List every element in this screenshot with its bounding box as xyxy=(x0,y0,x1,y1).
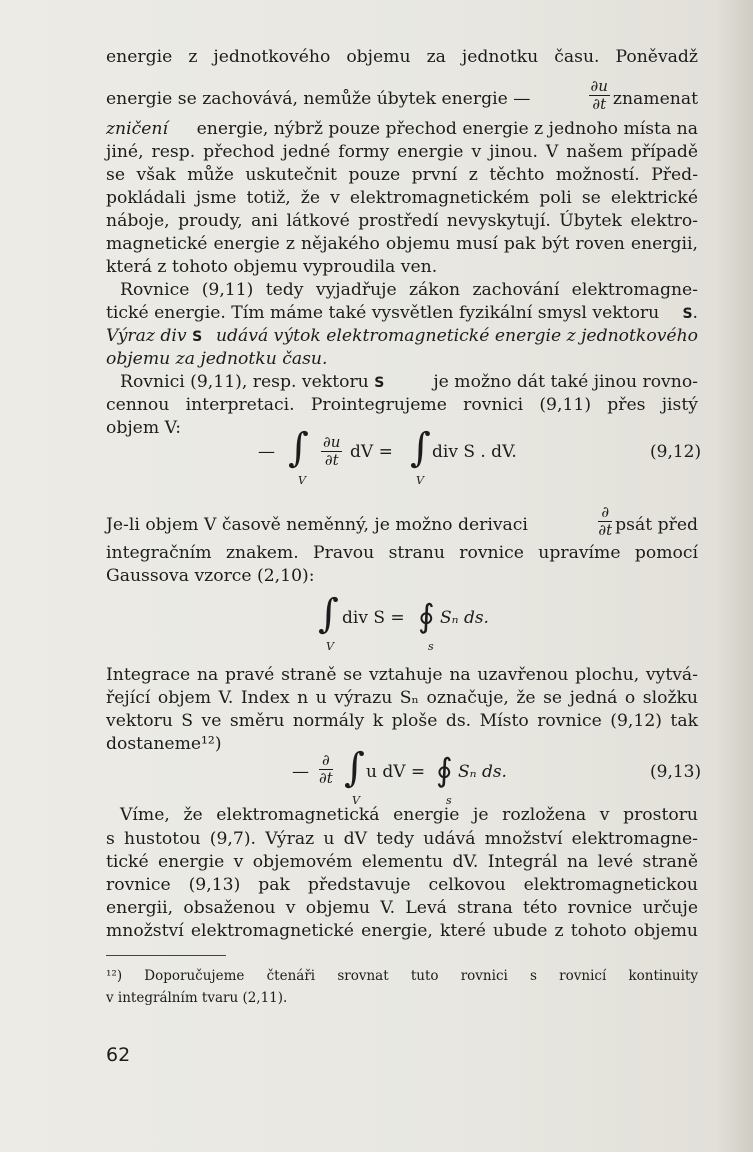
equation-text: Sₙ ds. xyxy=(440,608,489,628)
text-line: energii, obsaženou v objemu V. Levá strana této rovnice určuje xyxy=(106,898,698,918)
vector-symbol: S xyxy=(192,329,203,345)
text-line: pokládali jsme totiž, že v elektromagnetickém poli se elektrické xyxy=(106,188,698,208)
integral-limit: V xyxy=(298,474,306,487)
text-line: se však může uskutečnit pouze první z těchto možností. Před- xyxy=(106,165,698,185)
integral-sign: ∫ xyxy=(344,745,365,791)
text-line: vektoru S ve směru normály k ploše ds. Místo rovnice (9,12) tak xyxy=(106,711,698,731)
integral-limit: s xyxy=(446,794,452,807)
text-segment: energie, nýbrž pouze přechod energie z jednoho místa na xyxy=(196,119,698,139)
contour-integral-sign: ∮ xyxy=(436,751,453,789)
fraction-denominator: ∂t xyxy=(592,95,607,113)
footnote-line: v integrálním tvaru (2,11). xyxy=(106,990,288,1006)
text-segment: energie se zachovává, nemůže úbytek energie — xyxy=(106,88,531,109)
footnote-line: ¹²) Doporučujeme čtenáři srovnat tuto rovnici s rovnicí kontinuity xyxy=(106,968,698,984)
text-line: jiné, resp. přechod jedné formy energie v jinou. V našem případě xyxy=(106,142,698,162)
text-line: Integrace na pravé straně se vztahuje na uzavřenou plochu, vytvá- xyxy=(106,665,698,685)
text-line: rovnice (9,13) pak představuje celkovou elektromagnetickou xyxy=(106,875,698,895)
text-segment: udává výtok elektromagnetické energie z jednotkového xyxy=(215,326,698,346)
equation-text: u dV = xyxy=(366,762,426,782)
text-line xyxy=(120,371,698,394)
integral-limit: V xyxy=(326,640,334,653)
contour-integral-sign: ∮ xyxy=(418,597,435,635)
fraction xyxy=(598,504,612,539)
fraction-denominator: ∂t xyxy=(319,769,333,787)
integral-limit: V xyxy=(416,474,424,487)
equation-text: dV = xyxy=(350,442,393,462)
fraction xyxy=(319,752,333,787)
text-line: množství elektromagnetické energie, které ubude z tohoto objemu xyxy=(106,921,698,941)
text-line: s hustotou (9,7). Výraz u dV tedy udává množství elektromagne- xyxy=(106,829,698,849)
text-line: energie z jednotkového objemu za jednotku času. Poněvadž xyxy=(106,47,698,67)
fraction-numerator: ∂u xyxy=(590,77,608,95)
vector-symbol: S xyxy=(374,375,385,391)
text-line xyxy=(106,325,698,348)
text-line xyxy=(106,118,698,140)
integral-sign: ∫ xyxy=(318,591,339,637)
text-segment: tické energie. Tím máme také vysvětlen fyzikální smysl vektoru xyxy=(106,303,660,323)
text-line: integračním znakem. Pravou stranu rovnice upravíme pomocí xyxy=(106,543,698,563)
text-line xyxy=(106,503,698,539)
text-line: objemu za jednotku času. xyxy=(106,349,328,369)
text-line: objem V: xyxy=(106,418,182,438)
fraction-numerator: ∂u xyxy=(323,433,341,451)
text-line: tické energie v objemovém elementu dV. Integrál na levé straně xyxy=(106,852,698,872)
page-number: 62 xyxy=(106,1044,131,1066)
text-line: Gaussova vzorce (2,10): xyxy=(106,566,315,586)
fraction-numerator: ∂ xyxy=(319,752,333,770)
text-segment: psát před xyxy=(615,514,698,535)
fraction-numerator: ∂ xyxy=(598,504,612,522)
fraction xyxy=(321,434,342,469)
text-line xyxy=(106,77,698,113)
integral-sign: ∫ xyxy=(288,425,309,471)
equation-text: div S . dV. xyxy=(432,442,517,462)
text-line: cennou interpretaci. Prointegrujeme rovnici (9,11) přes jistý xyxy=(106,395,698,415)
vector-symbol: S xyxy=(682,306,693,322)
minus-sign: — xyxy=(258,442,275,462)
text-line: tické energie. Tím máme také vysvětlen fyzikální smysl vektoru S. xyxy=(106,303,698,323)
text-segment: Výraz div xyxy=(106,326,187,346)
text-line: dostaneme¹²) xyxy=(106,734,222,754)
equation-number: (9,12) xyxy=(650,442,702,462)
text-segment: Je-li objem V časově neměnný, je možno derivaci xyxy=(106,514,528,535)
text-line: náboje, proudy, ani látkové prostředí nevyskytují. Úbytek elektro- xyxy=(106,211,698,231)
text-segment: je možno dát také jinou rovno- xyxy=(433,372,698,392)
text-segment: znamenat xyxy=(612,88,698,109)
text-line: magnetické energie z nějakého objemu musí pak být roven energii, xyxy=(106,234,698,254)
text-line: Víme, že elektromagnetická energie je rozložena v prostoru xyxy=(120,805,698,825)
integral-limit: V xyxy=(352,794,360,807)
integral-limit: s xyxy=(428,640,434,653)
fraction xyxy=(589,78,610,113)
minus-sign: — xyxy=(292,762,309,782)
equation-text: Sₙ ds. xyxy=(458,762,507,782)
fraction-denominator: ∂t xyxy=(324,451,339,469)
text-line: Rovnice (9,11) tedy vyjadřuje zákon zachování elektromagne- xyxy=(120,280,698,300)
text-line: která z tohoto objemu vyproudila ven. xyxy=(106,257,438,277)
text-line: řející objem V. Index n u výrazu Sₙ označuje, že se jedná o složku xyxy=(106,688,698,708)
equation-text: div S = xyxy=(342,608,405,628)
italic-word: zničení xyxy=(106,119,168,139)
equation-number: (9,13) xyxy=(650,762,702,782)
text-segment: Rovnici (9,11), resp. vektoru xyxy=(120,372,369,392)
integral-sign: ∫ xyxy=(410,425,431,471)
footnote-rule xyxy=(106,955,226,956)
fraction-denominator: ∂t xyxy=(598,521,613,539)
